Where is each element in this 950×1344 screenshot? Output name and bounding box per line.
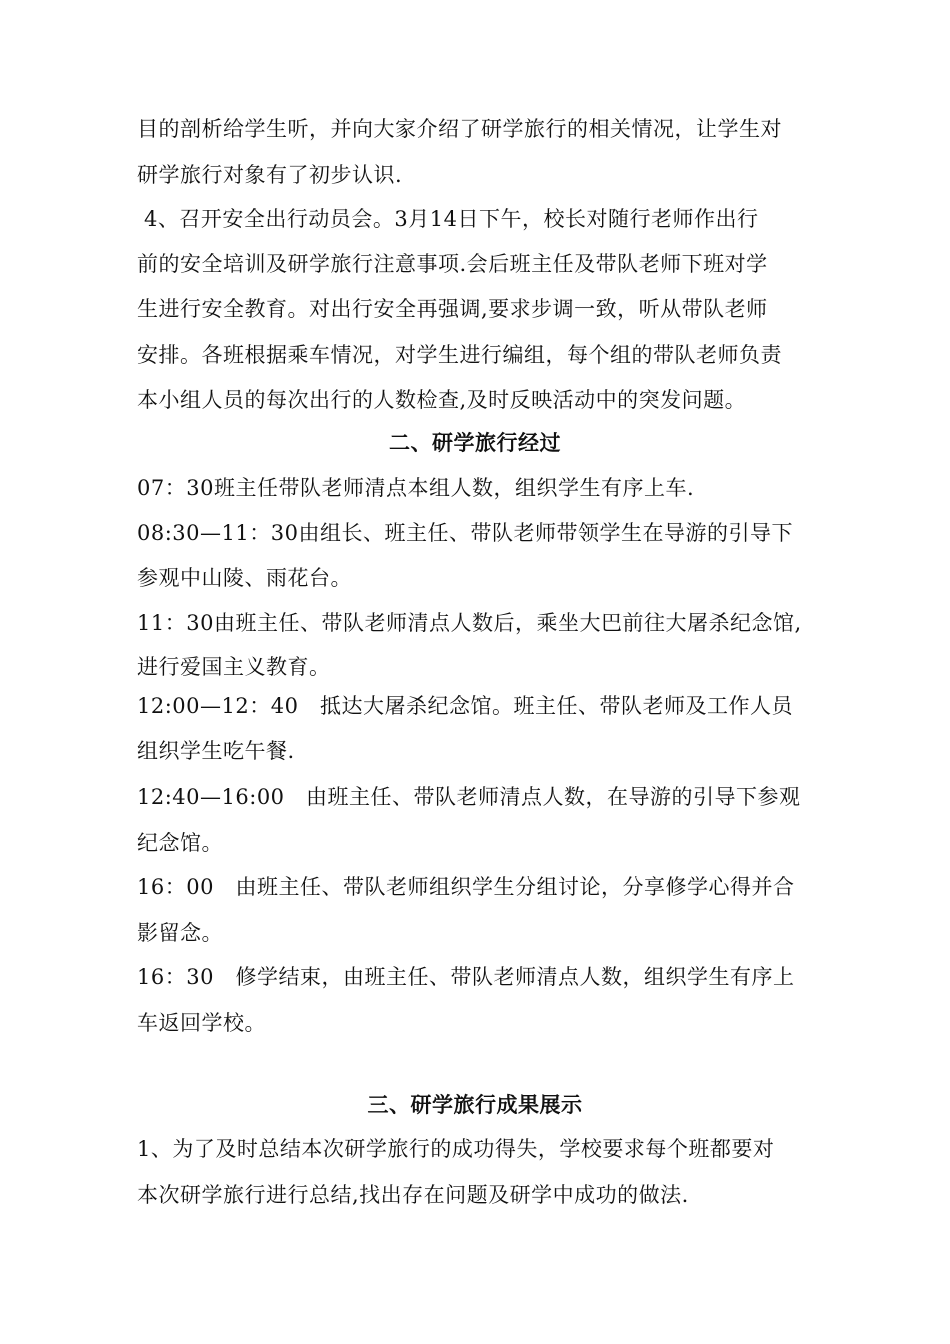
paragraph-line: 4、召开安全出行动员会。3月14日下午，校长对随行老师作出行: [144, 207, 759, 231]
schedule-line: 纪念馆。: [137, 831, 223, 855]
schedule-line: 16：30 修学结束，由班主任、带队老师清点人数，组织学生有序上: [137, 965, 795, 989]
schedule-line: 参观中山陵、雨花台。: [137, 566, 352, 590]
schedule-line: 07：30班主任带队老师清点本组人数，组织学生有序上车.: [137, 476, 695, 500]
schedule-line: 11：30由班主任、带队老师清点人数后，乘坐大巴前往大屠杀纪念馆,: [137, 611, 802, 635]
schedule-line: 影留念。: [137, 921, 223, 945]
schedule-line: 车返回学校。: [137, 1011, 266, 1035]
paragraph-line: 生进行安全教育。对出行安全再强调,要求步调一致，听从带队老师: [137, 297, 768, 321]
paragraph-line: 本次研学旅行进行总结,找出存在问题及研学中成功的做法.: [137, 1183, 689, 1207]
schedule-line: 08:30—11：30由组长、班主任、带队老师带领学生在导游的引导下: [137, 521, 793, 545]
paragraph-line: 前的安全培训及研学旅行注意事项.会后班主任及带队老师下班对学: [137, 252, 768, 276]
paragraph-line: 本小组人员的每次出行的人数检查,及时反映活动中的突发问题。: [137, 388, 747, 412]
schedule-line: 进行爱国主义教育。: [137, 655, 331, 679]
schedule-line: 组织学生吃午餐.: [137, 739, 295, 763]
paragraph-line: 安排。各班根据乘车情况，对学生进行编组，每个组的带队老师负责: [137, 343, 782, 367]
schedule-line: 12:40—16:00 由班主任、带队老师清点人数，在导游的引导下参观: [137, 785, 801, 809]
section-heading: 二、研学旅行经过: [389, 431, 561, 455]
schedule-line: 12:00—12：40 抵达大屠杀纪念馆。班主任、带队老师及工作人员: [137, 694, 793, 718]
paragraph-line: 研学旅行对象有了初步认识.: [137, 163, 403, 187]
section-heading: 三、研学旅行成果展示: [367, 1093, 583, 1117]
paragraph-line: 目的剖析给学生听，并向大家介绍了研学旅行的相关情况，让学生对: [137, 117, 782, 141]
paragraph-line: 1、为了及时总结本次研学旅行的成功得失，学校要求每个班都要对: [137, 1137, 775, 1161]
schedule-line: 16：00 由班主任、带队老师组织学生分组讨论，分享修学心得并合: [137, 875, 795, 899]
